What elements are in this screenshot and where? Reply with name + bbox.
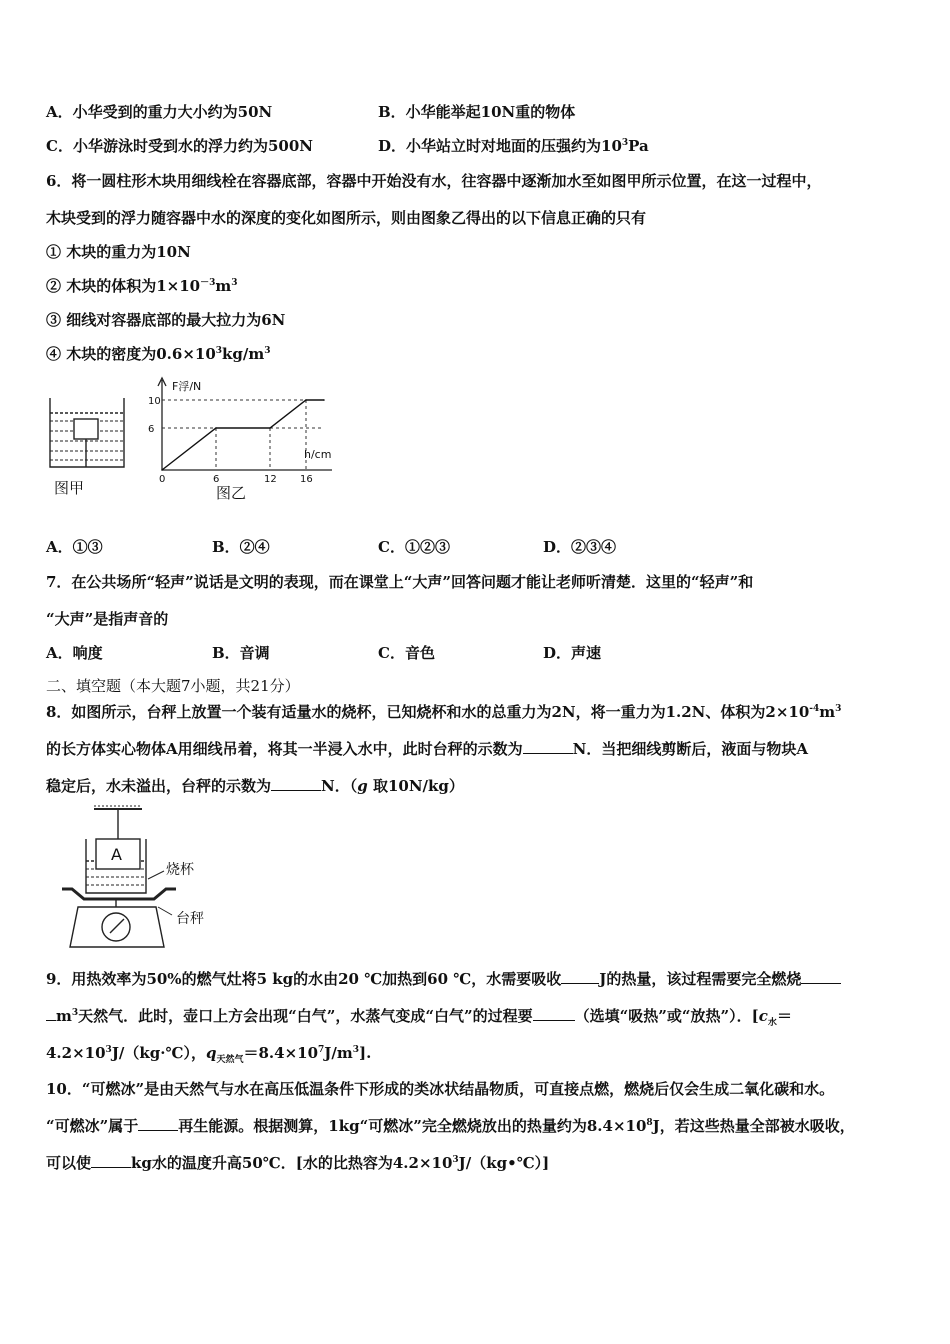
q6-s4-exp: 3 (215, 346, 223, 356)
q6-s2-unit-exp: 3 (231, 278, 238, 288)
q5-option-c[interactable]: C．小华游泳时受到水的浮力约为500N (46, 137, 313, 155)
q6-option-b[interactable]: B．②④ (212, 538, 270, 556)
q6-s4-unit: kg/m (222, 345, 265, 363)
q5-option-d-sup: 3 (621, 138, 629, 148)
fig-yi-caption: 图乙 (216, 484, 247, 502)
scale-leader (158, 907, 172, 915)
q6-s4-unit-exp: 3 (264, 346, 271, 356)
q9-stem-line2 (46, 1006, 792, 1026)
q6-stem-line1: 6．将一圆柱形木块用细线栓在容器底部，容器中开始没有水，往容器中逐渐加水至如图甲所示位置，在这一过程中， (46, 172, 822, 190)
chart-y-tick-label: 10 (148, 396, 161, 407)
q8-l1-exp: -4 (809, 704, 820, 714)
q8-l3-text: 稳定后，水未溢出，台秤的示数为 (46, 777, 272, 795)
q6-option-a[interactable]: A．①③ (46, 538, 103, 556)
scale-label: 台秤 (176, 911, 204, 927)
q8-l1-text: 8．如图所示，台秤上放置一个装有适量水的烧杯，已知烧杯和水的总重力为2N，将一重力为1.2N、体积为2×10 (46, 703, 810, 721)
q6-s2-text: ② 木块的体积为1×10 (46, 277, 201, 295)
chart-data-point (161, 469, 163, 471)
q6-statement-3: ③ 细线对容器底部的最大拉力为6N (46, 311, 286, 329)
q10-l2-mid: 再生能源。根据测算，1kg“可燃冰”完全燃烧放出的热量约为8.4×10 (178, 1117, 647, 1135)
q10-l3-exp: 3 (452, 1155, 459, 1165)
q9-l3-d: J/m (324, 1044, 353, 1062)
q7-option-c[interactable]: C．音色 (378, 644, 435, 662)
q9-l3-a: 4.2×10 (46, 1044, 106, 1062)
q8-stem-line2 (46, 739, 808, 759)
q9-blank-3[interactable] (533, 1006, 575, 1021)
q10-blank-2[interactable] (91, 1153, 131, 1168)
q9-l3-sub: 天然气 (216, 1055, 244, 1065)
q6-s2-unit: m (215, 277, 232, 295)
chart-y-label: F浮/N (172, 380, 202, 393)
q9-l3-exp3: 3 (352, 1045, 360, 1055)
scale-platform (62, 889, 176, 899)
q9-l2-text: 天然气．此时，壶口上方会出现“白气”，水蒸气变成“白气”的过程要 (78, 1007, 533, 1025)
q9-stem-line3 (46, 1043, 371, 1063)
q8-stem-line3 (46, 776, 464, 796)
q9-l3-c: ＝8.4×10 (243, 1044, 319, 1062)
chart-data-point (269, 427, 271, 429)
q9-blank-2a[interactable] (801, 969, 841, 984)
q10-l3-post: kg水的温度升高50℃．[水的比热容为4.2×10 (131, 1154, 453, 1172)
q7-option-d[interactable]: D．声速 (543, 644, 602, 662)
q9-l3-exp: 3 (105, 1045, 112, 1055)
block-a-label: A (111, 845, 122, 864)
q9-l2-text-post: （选填“吸热”或“放热”）．[ (574, 1007, 759, 1025)
chart-x-tick-label: 16 (300, 474, 313, 485)
scale-needle (110, 919, 124, 933)
q9-l3-exp2: 7 (318, 1045, 325, 1055)
q9-l2-sub: 水 (767, 1018, 777, 1028)
q9-stem-line1 (46, 969, 841, 989)
wood-block (74, 419, 98, 439)
q6-stem-line2: 木块受到的浮力随容器中水的深度的变化如图所示，则由图象乙得出的以下信息正确的只有 (46, 209, 647, 227)
q5-option-a[interactable]: A．小华受到的重力大小约为50N (46, 103, 273, 121)
q8-stem-line1 (46, 702, 841, 722)
q8-l2-text-post: N．当把细线剪断后，液面与物块A (572, 740, 809, 758)
q6-s4-text: ④ 木块的密度为0.6×10 (46, 345, 216, 363)
chart-data-point (305, 399, 307, 401)
chart-x-label: h/cm (304, 448, 332, 461)
q9-blank-1[interactable] (561, 969, 599, 984)
q9-l3-q: q (205, 1044, 217, 1062)
q9-l2-eq: ＝ (776, 1007, 792, 1025)
q9-l1-text: 9．用热效率为50%的燃气灶将5 kg的水由20 ℃加热到60 ℃，水需要吸收 (46, 970, 562, 988)
q8-l3-end: 取10N/kg） (367, 777, 464, 795)
q8-blank-2[interactable] (271, 776, 321, 791)
q7-option-a[interactable]: A．响度 (46, 644, 103, 662)
beaker-leader (148, 871, 164, 879)
q8-l3-g: g (357, 777, 368, 795)
q9-l2-c: c (758, 1007, 768, 1025)
q8-l1-unit: m (819, 703, 836, 721)
q9-l3-b: J/（kg·℃）， (111, 1044, 206, 1062)
q7-option-b[interactable]: B．音调 (212, 644, 270, 662)
q8-blank-1[interactable] (523, 739, 573, 754)
q9-l1-text-post: J的热量，该过程需要完全燃烧 (599, 970, 802, 988)
fig-jia-caption: 图甲 (54, 479, 85, 497)
q9-l2-m: m (56, 1007, 72, 1025)
q5-option-b[interactable]: B．小华能举起10N重的物体 (378, 103, 576, 121)
q9-l2-exp: 3 (71, 1008, 79, 1018)
q10-blank-1[interactable] (138, 1116, 178, 1131)
q6-statement-1: ① 木块的重力为10N (46, 243, 191, 261)
q10-l3-text: 可以使 (46, 1154, 92, 1172)
q6-option-d[interactable]: D．②③④ (543, 538, 617, 556)
q5-option-d[interactable] (378, 136, 649, 156)
q10-l2-post: J，若这些热量全部被水吸收， (652, 1117, 855, 1135)
q10-l2-exp: 8 (646, 1118, 653, 1128)
q5-option-d-text: D．小华站立时对地面的压强约为10 (378, 137, 622, 155)
chart-x-tick-label: 0 (159, 474, 166, 485)
q6-statement-4 (46, 344, 271, 364)
q6-figure-yi-chart (146, 372, 346, 507)
q7-stem-line1: 7．在公共场所“轻声”说话是文明的表现，而在课堂上“大声”回答问题才能让老师听清楚．这里的“轻声”和 (46, 573, 754, 591)
chart-series-line (162, 400, 324, 470)
chart-y-tick-label: 6 (148, 424, 155, 435)
q10-l3-end: J/（kg•℃）] (458, 1154, 550, 1172)
q8-l2-text: 的长方体实心物体A用细线吊着，将其一半浸入水中，此时台秤的示数为 (46, 740, 523, 758)
q8-l1-unit-exp: 3 (835, 704, 842, 714)
q9-l3-e: ]. (359, 1044, 372, 1062)
chart-x-tick-label: 12 (264, 474, 277, 485)
q10-l2-text: “可燃冰”属于 (46, 1117, 139, 1135)
q10-stem-line2 (46, 1116, 855, 1136)
q10-stem-line3 (46, 1153, 549, 1173)
q6-option-c[interactable]: C．①②③ (378, 538, 450, 556)
q6-s2-exp: －3 (200, 278, 216, 288)
chart-x-tick-label: 6 (213, 474, 220, 485)
q6-statement-2 (46, 276, 238, 296)
q10-stem-line1: 10．“可燃冰”是由天然气与水在高压低温条件下形成的类冰状结晶物质，可直接点燃，燃烧后仅会生成二氧化碳和水。 (46, 1080, 835, 1098)
section-heading: 二、填空题（本大题7小题，共21分） (46, 677, 300, 695)
q8-figure (60, 805, 240, 953)
q6-figure-jia (44, 395, 134, 505)
q5-option-d-unit: Pa (628, 137, 649, 155)
beaker-label: 烧杯 (166, 862, 194, 878)
q7-stem-line2: “大声”是指声音的 (46, 610, 169, 628)
q9-blank-2b[interactable] (46, 1006, 56, 1021)
chart-data-point (323, 399, 325, 401)
chart-data-point (215, 427, 217, 429)
q8-l3-unit: N．（ (321, 777, 358, 795)
